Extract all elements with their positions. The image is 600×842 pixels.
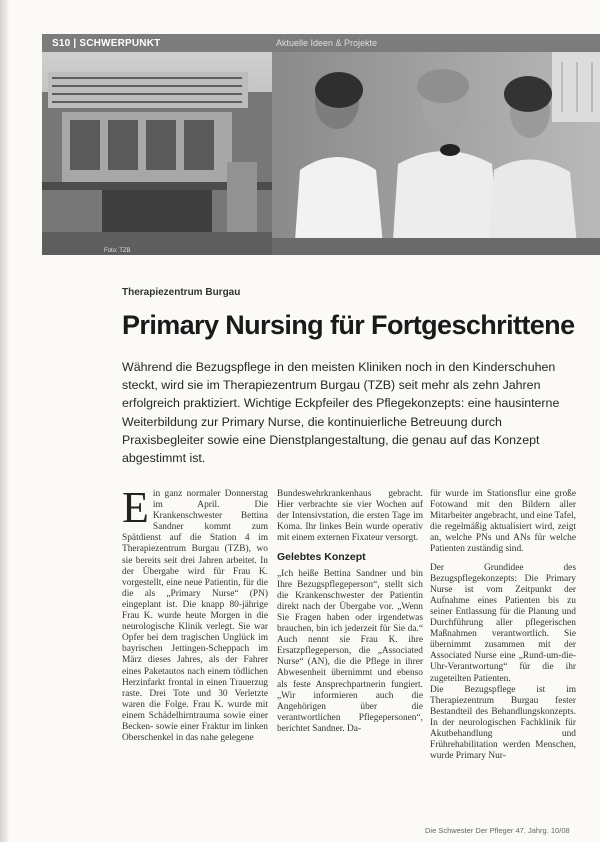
scan-edge [0, 0, 10, 842]
article-subheading: Gelebtes Konzept [277, 551, 366, 564]
section-header [42, 34, 600, 52]
body-paragraph: Die Bezugspflege ist im Therapiezentrum Burgau fester Bestandteil des Behandlungskonzepts. In der neurologischen Fachklinik für Akutbehandlung und Frührehabilitation werden Menschen, wurde Primary Nur- [430, 684, 576, 762]
article-kicker: Therapiezentrum Burgau [122, 287, 241, 298]
drop-cap: E [122, 489, 149, 532]
photo-illustration [42, 52, 600, 255]
photo-credit: Foto: TZB [104, 248, 131, 254]
body-paragraph: Der Grundidee des Bezugspflegekonzepts: Die Primary Nurse ist vom Zeitpunkt der Aufnahme eines Patienten bis zu seiner Entlassung für die Planung und Durchführung aller pflegerischen Maßnahmen verantwortlich. Sie übernimmt zusammen mit der Associated Nurse eine „Rund-um-die-Uhr-Verantwortung“ für die ihr zugeteilten Patienten. [430, 562, 576, 684]
article-body [122, 489, 586, 801]
body-column-1 [122, 489, 268, 744]
article-title: Primary Nursing für Fortgeschrittene [122, 310, 575, 340]
body-paragraph: für wurde im Stationsflur eine große Fotowand mit den Bildern aller Mitarbeiter angebracht, und eine Tafel, die regelmäßig aktualisiert wird, zeigt an, welche PNs und ANs für welche Patienten zuständig sind. [430, 489, 576, 555]
header-photo [42, 52, 600, 255]
page-footer: Die Schwester Der Pfleger 47. Jahrg. 10/08 [425, 826, 570, 835]
body-column-2 [277, 489, 423, 735]
body-paragraph: Bundeswehrkrankenhaus gebracht. Hier verbrachte sie vier Wochen auf der Intensivstation, die ersten Tage im Koma. Ihr linkes Bein wurde operativ mit einem externen Fixateur versorgt. [277, 489, 423, 544]
section-tagline: Aktuelle Ideen & Projekte [276, 38, 378, 48]
article-lead: Während die Bezugspflege in den meisten Kliniken noch in den Kinderschuhen steckt, wird sie im Therapiezentrum Burgau (TZB) seit mehr als zehn Jahren erfolgreich praktiziert. Wichtige Eckpfeiler des Pflegekonzepts: eine hausinterne Weiterbildung zur Primary Nurse, die kontinuierliche Betreuung durch Praxisbegleiter sowie eine Dienstplangestaltung, die genau auf das Konzept abgestimmt ist. [122, 360, 560, 466]
body-paragraph: in ganz normaler Donnerstag im April. Die Krankenschwester Bettina Sandner kommt zum Spätdienst auf die Station 4 im Therapiezentrum Burgau (TZB), wo sie bereits seit drei Jahren arbeitet. In der Übergabe wird für Frau K. vorgestellt, eine neue Patientin, für die die als „Primary Nurse“ (PN) eingeplant ist. Die knapp 80-jährige Frau K. wurde heute Morgen in die neurologische Klinik verlegt. Sie war Opfer bei dem tragischen Unglück im bayrischen Jettingen-Scheppach im März dieses Jahres, als der Fahrer eines Paketautos nach einem tödlichen Herzinfarkt frontal in einen Trauerzug raste. Drei Tote und 30 Verletzte waren die Folge. Frau K. wurde mit einem Schädelhirntrauma sowie einer Becken- sowie einer Fraktur im linken Oberschenkel in das nahe gelegene [122, 489, 268, 744]
body-paragraph: „Ich heiße Bettina Sandner und bin Ihre Bezugspflegeperson“, stellt sich die Krankenschwester der Patientin direkt nach der Übergabe vor. „Wenn Sie Fragen haben oder irgendetwas brauchen, bin ich jederzeit für Sie da.“ Auch nennt sie Frau K. ihre Ersatzpflegeperson, die „Associated Nurse“ (AN), die die Pflege in ihrer Abwesenheit übernimmt und ebenso als feste Ansprechpartnerin fungiert. „Wir informieren auch die Angehörigen über die verantwortlichen Pflegepersonen“, berichtet Sandner. Da- [277, 568, 423, 734]
body-column-3 [430, 489, 576, 762]
section-label: S10 | SCHWERPUNKT [52, 37, 161, 49]
